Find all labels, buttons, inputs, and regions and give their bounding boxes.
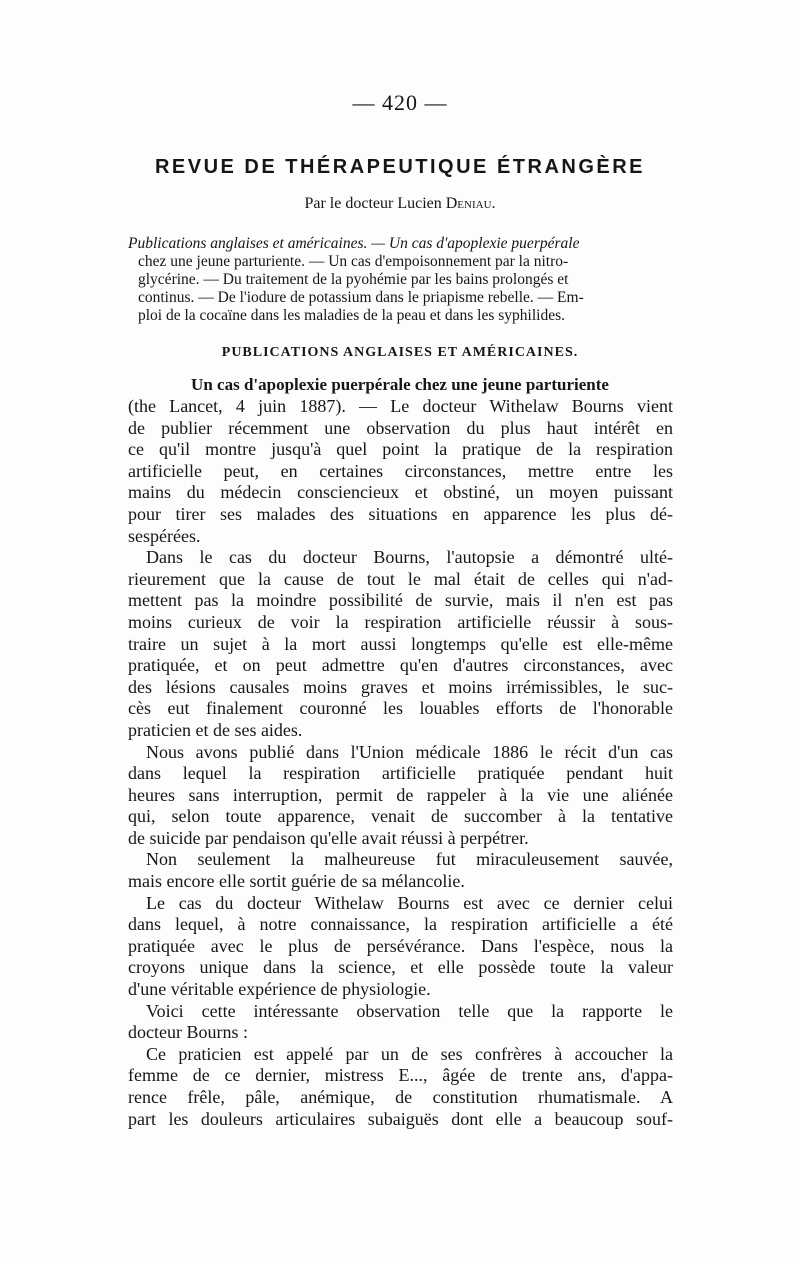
body-line: d'une véritable expérience de physiologie. <box>128 979 431 1000</box>
body-line: mains du médecin consciencieux et obstiné, un moyen puissant <box>128 482 673 503</box>
body-line: Ce praticien est appelé par un de ses confrères à accoucher la <box>146 1043 673 1064</box>
body-line: heures sans interruption, permit de rappeler à la vie une aliénée <box>128 784 673 805</box>
body-line: croyons unique dans la science, et elle possède toute la valeur <box>128 957 673 978</box>
body-line: mettent pas la moindre possibilité de survie, mais il n'en est pas <box>128 590 673 611</box>
summary-line: glycérine. — Du traitement de la pyohémie par les bains prolongés et <box>138 271 569 288</box>
body-line: ce qu'il montre jusqu'à quel point la pratique de la respiration <box>128 439 673 460</box>
body-line: dans lequel la respiration artificielle pratiquée pendant huit <box>128 763 673 784</box>
body-line: femme de ce dernier, mistress E..., âgée de trente ans, d'appa- <box>128 1065 673 1086</box>
summary-line: Publications anglaises et américaines. — Un cas d'apoplexie puerpérale <box>128 235 580 252</box>
body-line: Dans le cas du docteur Bourns, l'autopsie a démontré ulté- <box>146 547 673 568</box>
body-line: part les douleurs articulaires subaiguës dont elle a beaucoup souf- <box>128 1108 673 1129</box>
body-line: pratiquée avec le plus de persévérance. Dans l'espèce, nous la <box>128 935 673 956</box>
body-line: Le cas du docteur Withelaw Bourns est avec ce dernier celui <box>146 892 673 913</box>
body-line: de publier récemment une observation du plus haut intérêt en <box>128 417 673 438</box>
summary-block <box>128 235 673 325</box>
byline <box>0 195 800 213</box>
body-line: docteur Bourns : <box>128 1022 248 1043</box>
summary-line: ploi de la cocaïne dans les maladies de la peau et dans les syphilides. <box>138 307 565 324</box>
body-line: mais encore elle sortit guérie de sa mélancolie. <box>128 871 465 892</box>
body-line: praticien et de ses aides. <box>128 719 303 740</box>
article-body <box>128 396 673 1130</box>
byline-author: Deniau. <box>445 195 496 212</box>
body-line: Voici cette intéressante observation telle que la rapporte le <box>146 1000 673 1021</box>
body-line: (the Lancet, 4 juin 1887). — Le docteur Withelaw Bourns vient <box>128 396 673 416</box>
body-line: pratiquée, et on peut admettre qu'en d'autres circonstances, avec <box>128 655 673 676</box>
body-line: de suicide par pendaison qu'elle avait réussi à perpétrer. <box>128 827 529 848</box>
body-line: sespérées. <box>128 525 201 546</box>
body-line: qui, selon toute apparence, venait de succomber à la tentative <box>128 806 673 827</box>
body-line: artificielle peut, en certaines circonstances, mettre entre les <box>128 460 673 481</box>
body-line: traire un sujet à la mort aussi longtemps qu'elle est elle-même <box>128 633 673 654</box>
body-line: dans lequel, à notre connaissance, la respiration artificielle a été <box>128 914 673 935</box>
body-line: moins curieux de voir la respiration artificielle réussir à sous- <box>128 611 673 632</box>
summary-line: continus. — De l'iodure de potassium dans le priapisme rebelle. — Em- <box>138 289 584 306</box>
body-line: Nous avons publié dans l'Union médicale 1886 le récit d'un cas <box>146 741 673 762</box>
journal-title: REVUE DE THÉRAPEUTIQUE ÉTRANGÈRE <box>154 156 646 178</box>
body-line: pour tirer ses malades des situations en apparence les plus dé- <box>128 503 673 524</box>
body-line: Non seulement la malheureuse fut miraculeusement sauvée, <box>146 849 673 870</box>
article-title: Un cas d'apoplexie puerpérale chez une jeune parturiente <box>191 375 609 394</box>
body-line: cès eut finalement couronné les louables efforts de l'honorable <box>128 698 673 719</box>
body-line: rence frêle, pâle, anémique, de constitution rhumatismale. A <box>128 1087 673 1107</box>
body-line: des lésions causales moins graves et moins irrémissibles, le suc- <box>128 676 673 697</box>
page-number: — 420 — <box>352 90 448 115</box>
summary-line: chez une jeune parturiente. — Un cas d'empoisonnement par la nitro- <box>138 253 569 270</box>
body-line: rieurement que la cause de tout le mal était de celles qui n'ad- <box>128 568 673 589</box>
byline-prefix: Par le docteur Lucien <box>304 195 446 212</box>
section-heading: PUBLICATIONS ANGLAISES ET AMÉRICAINES. <box>221 345 579 360</box>
